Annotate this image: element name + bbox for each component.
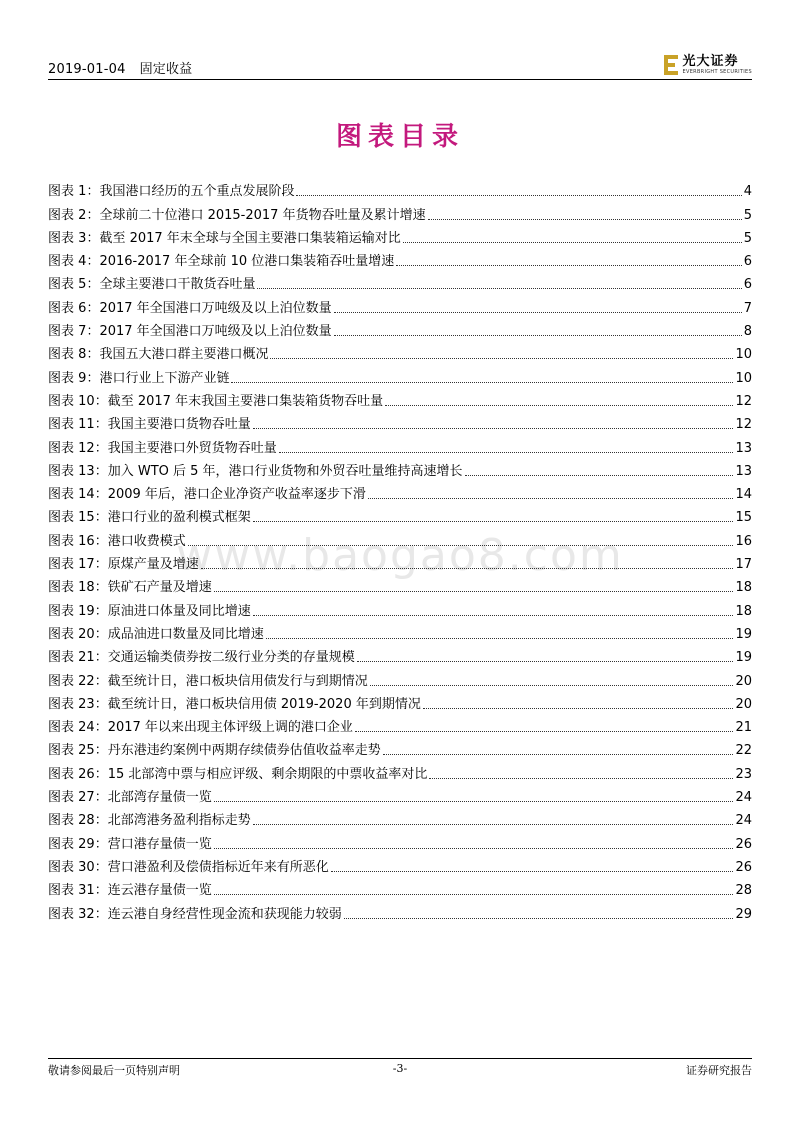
toc-entry-number: 26 bbox=[78, 766, 95, 782]
footer-report-type: 证券研究报告 bbox=[686, 1064, 752, 1077]
toc-entry[interactable] bbox=[48, 899, 752, 922]
toc-entry-prefix: 图表 bbox=[48, 626, 75, 642]
toc-entry-title: 原煤产量及增速 bbox=[107, 557, 199, 573]
page-title: 图表目录 bbox=[335, 122, 464, 152]
toc-entry-number: 23 bbox=[78, 696, 95, 712]
toc-entry-page: 24 bbox=[735, 790, 752, 806]
figure-index-list bbox=[48, 177, 752, 923]
toc-entry-number: 11 bbox=[78, 417, 95, 433]
toc-leader-dots bbox=[344, 918, 734, 919]
toc-entry-number: 17 bbox=[78, 557, 95, 573]
toc-entry-page: 15 bbox=[735, 510, 752, 526]
toc-entry-label: 图表 24：2017 年以来出现主体评级上调的港口企业 bbox=[48, 720, 353, 736]
toc-entry-label: 图表 13：加入 WTO 后 5 年，港口行业货物和外贸吞吐量维持高速增长 bbox=[48, 463, 463, 479]
toc-entry-page: 20 bbox=[735, 696, 752, 712]
toc-entry-label: 图表 8：我国五大港口群主要港口概况 bbox=[48, 347, 269, 363]
header-category: 固定收益 bbox=[139, 62, 193, 77]
toc-entry-prefix: 图表 bbox=[48, 184, 75, 200]
toc-entry[interactable] bbox=[48, 363, 752, 386]
toc-entry-page: 26 bbox=[735, 836, 752, 852]
toc-entry[interactable] bbox=[48, 759, 752, 782]
toc-leader-dots bbox=[270, 358, 733, 359]
toc-entry[interactable] bbox=[48, 270, 752, 293]
logo-text-cn: 光大证券 bbox=[682, 54, 739, 69]
toc-entry-prefix: 图表 bbox=[48, 580, 75, 596]
toc-entry-prefix: 图表 bbox=[48, 370, 75, 386]
toc-entry[interactable] bbox=[48, 690, 752, 713]
toc-entry-page: 20 bbox=[735, 673, 752, 689]
toc-entry-title: 营口港盈利及偿债指标近年来有所恶化 bbox=[107, 859, 329, 875]
toc-entry-number: 2 bbox=[78, 207, 87, 223]
toc-leader-dots bbox=[331, 871, 734, 872]
toc-entry-page: 23 bbox=[735, 766, 752, 782]
toc-entry-prefix: 图表 bbox=[48, 603, 75, 619]
toc-entry-prefix: 图表 bbox=[48, 557, 75, 573]
header-meta bbox=[48, 58, 192, 77]
toc-entry-prefix: 图表 bbox=[48, 813, 75, 829]
toc-leader-dots bbox=[396, 265, 741, 266]
toc-leader-dots bbox=[231, 382, 733, 383]
toc-leader-dots bbox=[201, 568, 734, 569]
toc-entry-title: 全球主要港口干散货吞吐量 bbox=[99, 277, 256, 293]
toc-entry-prefix: 图表 bbox=[48, 510, 75, 526]
toc-leader-dots bbox=[383, 754, 734, 755]
toc-entry-page: 5 bbox=[743, 207, 752, 223]
toc-entry-title: 连云港自身经营性现金流和获现能力较弱 bbox=[107, 906, 342, 922]
toc-entry[interactable] bbox=[48, 200, 752, 223]
footer-divider bbox=[48, 1058, 752, 1059]
toc-entry-page: 12 bbox=[735, 417, 752, 433]
toc-entry-title: 加入 WTO 后 5 年，港口行业货物和外贸吞吐量维持高速增长 bbox=[107, 463, 463, 479]
toc-entry-label: 图表 28：北部湾港务盈利指标走势 bbox=[48, 813, 251, 829]
toc-entry[interactable] bbox=[48, 526, 752, 549]
toc-entry-page: 10 bbox=[735, 347, 752, 363]
toc-entry-prefix: 图表 bbox=[48, 766, 75, 782]
toc-entry-title: 丹东港违约案例中两期存续债券估值收益率走势 bbox=[107, 743, 381, 759]
toc-entry-title: 我国主要港口外贸货物吞吐量 bbox=[107, 440, 277, 456]
toc-entry-label: 图表 23：截至统计日，港口板块信用债 2019-2020 年到期情况 bbox=[48, 696, 421, 712]
toc-entry-page: 26 bbox=[735, 859, 752, 875]
toc-entry[interactable] bbox=[48, 387, 752, 410]
toc-entry[interactable] bbox=[48, 620, 752, 643]
toc-entry-title: 2016-2017 年全球前 10 位港口集装箱吞吐量增速 bbox=[99, 254, 395, 270]
toc-entry[interactable] bbox=[48, 503, 752, 526]
toc-entry[interactable] bbox=[48, 713, 752, 736]
toc-entry[interactable] bbox=[48, 783, 752, 806]
toc-entry-label: 图表 7：2017 年全国港口万吨级及以上泊位数量 bbox=[48, 324, 332, 340]
toc-entry-prefix: 图表 bbox=[48, 859, 75, 875]
toc-entry-page: 4 bbox=[743, 184, 752, 200]
toc-entry-prefix: 图表 bbox=[48, 836, 75, 852]
toc-entry[interactable] bbox=[48, 643, 752, 666]
toc-leader-dots bbox=[403, 242, 742, 243]
toc-leader-dots bbox=[214, 894, 734, 895]
toc-entry-label: 图表 16：港口收费模式 bbox=[48, 533, 186, 549]
toc-entry[interactable] bbox=[48, 573, 752, 596]
watermark: www.baogao8.com bbox=[176, 530, 624, 581]
toc-entry-label: 图表 14：2009 年后，港口企业净资产收益率逐步下滑 bbox=[48, 487, 366, 503]
toc-entry-page: 29 bbox=[735, 906, 752, 922]
toc-entry-title: 港口行业的盈利模式框架 bbox=[107, 510, 251, 526]
header-divider bbox=[48, 79, 752, 80]
toc-entry[interactable] bbox=[48, 876, 752, 899]
toc-entry-prefix: 图表 bbox=[48, 347, 75, 363]
toc-leader-dots bbox=[253, 615, 734, 616]
toc-leader-dots bbox=[355, 731, 734, 732]
toc-entry[interactable] bbox=[48, 410, 752, 433]
toc-entry-label: 图表 6：2017 年全国港口万吨级及以上泊位数量 bbox=[48, 300, 332, 316]
toc-entry-label: 图表 25：丹东港违约案例中两期存续债券估值收益率走势 bbox=[48, 743, 381, 759]
toc-entry-number: 5 bbox=[78, 277, 87, 293]
toc-entry-title: 截至统计日，港口板块信用债 2019-2020 年到期情况 bbox=[107, 696, 421, 712]
toc-entry-prefix: 图表 bbox=[48, 696, 75, 712]
toc-leader-dots bbox=[370, 685, 734, 686]
toc-entry-title: 我国五大港口群主要港口概况 bbox=[99, 347, 269, 363]
toc-entry-page: 13 bbox=[735, 463, 752, 479]
toc-entry-page: 13 bbox=[735, 440, 752, 456]
toc-entry-title: 港口行业上下游产业链 bbox=[99, 370, 230, 386]
toc-entry[interactable] bbox=[48, 806, 752, 829]
toc-entry-page: 16 bbox=[735, 533, 752, 549]
toc-entry-label: 图表 1：我国港口经历的五个重点发展阶段 bbox=[48, 184, 295, 200]
toc-entry-title: 全球前二十位港口 2015-2017 年货物吞吐量及累计增速 bbox=[99, 207, 426, 223]
toc-leader-dots bbox=[385, 405, 733, 406]
toc-entry-title: 交通运输类债券按二级行业分类的存量规模 bbox=[107, 650, 355, 666]
toc-entry-title: 营口港存量债一览 bbox=[107, 836, 212, 852]
toc-entry-number: 14 bbox=[78, 487, 95, 503]
company-logo bbox=[663, 52, 752, 78]
toc-entry-title: 截至统计日，港口板块信用债发行与到期情况 bbox=[107, 673, 368, 689]
toc-entry-title: 我国港口经历的五个重点发展阶段 bbox=[99, 184, 295, 200]
toc-entry-page: 18 bbox=[735, 580, 752, 596]
toc-entry-page: 19 bbox=[735, 650, 752, 666]
toc-entry-prefix: 图表 bbox=[48, 300, 75, 316]
toc-entry-number: 25 bbox=[78, 743, 95, 759]
toc-entry-number: 10 bbox=[78, 393, 95, 409]
toc-entry-number: 19 bbox=[78, 603, 95, 619]
toc-entry[interactable] bbox=[48, 317, 752, 340]
toc-entry-title: 铁矿石产量及增速 bbox=[107, 580, 212, 596]
toc-leader-dots bbox=[423, 708, 734, 709]
toc-entry-title: 2017 年全国港口万吨级及以上泊位数量 bbox=[99, 300, 332, 316]
toc-entry-prefix: 图表 bbox=[48, 463, 75, 479]
toc-entry[interactable] bbox=[48, 666, 752, 689]
toc-entry-number: 15 bbox=[78, 510, 95, 526]
toc-leader-dots bbox=[334, 312, 742, 313]
toc-entry[interactable] bbox=[48, 550, 752, 573]
toc-entry-label: 图表 22：截至统计日，港口板块信用债发行与到期情况 bbox=[48, 673, 368, 689]
toc-entry-number: 20 bbox=[78, 626, 95, 642]
toc-leader-dots bbox=[214, 801, 734, 802]
toc-entry[interactable] bbox=[48, 293, 752, 316]
toc-entry-page: 7 bbox=[743, 300, 752, 316]
toc-entry-prefix: 图表 bbox=[48, 743, 75, 759]
toc-leader-dots bbox=[428, 219, 742, 220]
toc-entry-number: 32 bbox=[78, 906, 95, 922]
toc-entry-title: 北部湾存量债一览 bbox=[107, 790, 212, 806]
toc-entry-title: 2017 年以来出现主体评级上调的港口企业 bbox=[107, 720, 353, 736]
toc-entry-label: 图表 4：2016-2017 年全球前 10 位港口集装箱吞吐量增速 bbox=[48, 254, 395, 270]
toc-entry-title: 15 北部湾中票与相应评级、剩余期限的中票收益率对比 bbox=[107, 766, 428, 782]
toc-entry-number: 6 bbox=[78, 300, 87, 316]
toc-leader-dots bbox=[214, 591, 734, 592]
toc-entry-number: 9 bbox=[78, 370, 87, 386]
toc-entry-label: 图表 11：我国主要港口货物吞吐量 bbox=[48, 417, 251, 433]
toc-entry-number: 3 bbox=[78, 230, 87, 246]
toc-entry-number: 30 bbox=[78, 859, 95, 875]
toc-entry-prefix: 图表 bbox=[48, 324, 75, 340]
header-date: 2019-01-04 bbox=[48, 62, 126, 77]
toc-entry-prefix: 图表 bbox=[48, 790, 75, 806]
toc-entry-label: 图表 9：港口行业上下游产业链 bbox=[48, 370, 230, 386]
toc-entry-number: 12 bbox=[78, 440, 95, 456]
toc-leader-dots bbox=[188, 545, 734, 546]
toc-entry-number: 16 bbox=[78, 533, 95, 549]
toc-leader-dots bbox=[334, 335, 742, 336]
toc-entry-title: 原油进口体量及同比增速 bbox=[107, 603, 251, 619]
toc-entry-prefix: 图表 bbox=[48, 533, 75, 549]
toc-entry[interactable] bbox=[48, 224, 752, 247]
toc-entry-label: 图表 20：成品油进口数量及同比增速 bbox=[48, 626, 264, 642]
toc-entry[interactable] bbox=[48, 480, 752, 503]
toc-entry-title: 北部湾港务盈利指标走势 bbox=[107, 813, 251, 829]
toc-entry-number: 28 bbox=[78, 813, 95, 829]
toc-entry[interactable] bbox=[48, 457, 752, 480]
toc-entry-prefix: 图表 bbox=[48, 230, 75, 246]
toc-entry[interactable] bbox=[48, 736, 752, 759]
toc-entry-label: 图表 26：15 北部湾中票与相应评级、剩余期限的中票收益率对比 bbox=[48, 766, 428, 782]
toc-leader-dots bbox=[253, 824, 734, 825]
page-header bbox=[48, 52, 752, 78]
toc-leader-dots bbox=[465, 475, 734, 476]
toc-entry-number: 29 bbox=[78, 836, 95, 852]
toc-entry-number: 27 bbox=[78, 790, 95, 806]
toc-entry-page: 5 bbox=[743, 230, 752, 246]
toc-entry-number: 8 bbox=[78, 347, 87, 363]
toc-entry-page: 28 bbox=[735, 883, 752, 899]
toc-entry-label: 图表 10：截至 2017 年末我国主要港口集装箱货物吞吐量 bbox=[48, 393, 384, 409]
toc-entry[interactable] bbox=[48, 177, 752, 200]
toc-entry-prefix: 图表 bbox=[48, 720, 75, 736]
toc-entry-page: 24 bbox=[735, 813, 752, 829]
toc-leader-dots bbox=[357, 661, 734, 662]
toc-entry-title: 我国主要港口货物吞吐量 bbox=[107, 417, 251, 433]
toc-entry-prefix: 图表 bbox=[48, 393, 75, 409]
toc-entry-label: 图表 30：营口港盈利及偿债指标近年来有所恶化 bbox=[48, 859, 329, 875]
toc-entry-number: 24 bbox=[78, 720, 95, 736]
toc-leader-dots bbox=[368, 498, 734, 499]
toc-entry-label: 图表 32：连云港自身经营性现金流和获现能力较弱 bbox=[48, 906, 342, 922]
toc-leader-dots bbox=[266, 638, 734, 639]
toc-entry-page: 14 bbox=[735, 487, 752, 503]
toc-entry-page: 18 bbox=[735, 603, 752, 619]
toc-entry-label: 图表 12：我国主要港口外贸货物吞吐量 bbox=[48, 440, 277, 456]
toc-entry[interactable] bbox=[48, 340, 752, 363]
toc-entry-label: 图表 31：连云港存量债一览 bbox=[48, 883, 212, 899]
toc-entry-page: 22 bbox=[735, 743, 752, 759]
toc-entry-number: 21 bbox=[78, 650, 95, 666]
toc-entry-label: 图表 18：铁矿石产量及增速 bbox=[48, 580, 212, 596]
toc-entry-page: 6 bbox=[743, 254, 752, 270]
toc-entry-prefix: 图表 bbox=[48, 906, 75, 922]
page-footer bbox=[48, 1062, 752, 1080]
toc-leader-dots bbox=[257, 288, 741, 289]
toc-entry-label: 图表 17：原煤产量及增速 bbox=[48, 557, 199, 573]
toc-entry-label: 图表 27：北部湾存量债一览 bbox=[48, 790, 212, 806]
toc-entry-label: 图表 19：原油进口体量及同比增速 bbox=[48, 603, 251, 619]
toc-entry-number: 13 bbox=[78, 463, 95, 479]
toc-entry-number: 7 bbox=[78, 324, 87, 340]
toc-entry-title: 2009 年后，港口企业净资产收益率逐步下滑 bbox=[107, 487, 366, 503]
toc-entry-page: 17 bbox=[735, 557, 752, 573]
toc-entry-prefix: 图表 bbox=[48, 673, 75, 689]
toc-entry-number: 31 bbox=[78, 883, 95, 899]
toc-leader-dots bbox=[214, 848, 734, 849]
toc-entry-title: 成品油进口数量及同比增速 bbox=[107, 626, 264, 642]
toc-entry-page: 6 bbox=[743, 277, 752, 293]
toc-entry-title: 截至 2017 年末我国主要港口集装箱货物吞吐量 bbox=[107, 393, 384, 409]
toc-entry[interactable] bbox=[48, 596, 752, 619]
toc-entry-number: 4 bbox=[78, 254, 87, 270]
toc-entry-page: 19 bbox=[735, 626, 752, 642]
toc-entry-prefix: 图表 bbox=[48, 650, 75, 666]
toc-entry[interactable] bbox=[48, 247, 752, 270]
toc-leader-dots bbox=[296, 195, 741, 196]
toc-entry-prefix: 图表 bbox=[48, 207, 75, 223]
toc-entry-title: 港口收费模式 bbox=[107, 533, 186, 549]
toc-entry-prefix: 图表 bbox=[48, 487, 75, 503]
toc-leader-dots bbox=[279, 452, 734, 453]
toc-entry-prefix: 图表 bbox=[48, 883, 75, 899]
toc-entry-page: 12 bbox=[735, 393, 752, 409]
toc-entry-label: 图表 5：全球主要港口干散货吞吐量 bbox=[48, 277, 256, 293]
toc-entry-page: 21 bbox=[735, 720, 752, 736]
toc-entry-number: 1 bbox=[78, 184, 87, 200]
page-number: -3- bbox=[392, 1062, 408, 1075]
toc-entry-prefix: 图表 bbox=[48, 417, 75, 433]
toc-entry-page: 10 bbox=[735, 370, 752, 386]
toc-leader-dots bbox=[253, 428, 734, 429]
toc-entry-label: 图表 21：交通运输类债券按二级行业分类的存量规模 bbox=[48, 650, 355, 666]
toc-entry[interactable] bbox=[48, 829, 752, 852]
toc-entry-title: 连云港存量债一览 bbox=[107, 883, 212, 899]
toc-entry[interactable] bbox=[48, 853, 752, 876]
toc-entry-prefix: 图表 bbox=[48, 277, 75, 293]
footer-disclaimer: 敬请参阅最后一页特别声明 bbox=[48, 1064, 180, 1077]
toc-entry-prefix: 图表 bbox=[48, 440, 75, 456]
toc-entry-title: 截至 2017 年末全球与全国主要港口集装箱运输对比 bbox=[99, 230, 401, 246]
toc-entry-title: 2017 年全国港口万吨级及以上泊位数量 bbox=[99, 324, 332, 340]
toc-entry[interactable] bbox=[48, 433, 752, 456]
toc-entry-page: 8 bbox=[743, 324, 752, 340]
toc-entry-label: 图表 3：截至 2017 年末全球与全国主要港口集装箱运输对比 bbox=[48, 230, 401, 246]
toc-entry-number: 18 bbox=[78, 580, 95, 596]
toc-entry-label: 图表 2：全球前二十位港口 2015-2017 年货物吞吐量及累计增速 bbox=[48, 207, 426, 223]
logo-text-en: EVERBRIGHT SECURITIES bbox=[682, 69, 752, 75]
toc-leader-dots bbox=[429, 778, 733, 779]
toc-leader-dots bbox=[253, 521, 734, 522]
toc-entry-label: 图表 29：营口港存量债一览 bbox=[48, 836, 212, 852]
toc-entry-prefix: 图表 bbox=[48, 254, 75, 270]
toc-entry-number: 22 bbox=[78, 673, 95, 689]
toc-entry-label: 图表 15：港口行业的盈利模式框架 bbox=[48, 510, 251, 526]
logo-emblem-icon bbox=[663, 54, 679, 76]
